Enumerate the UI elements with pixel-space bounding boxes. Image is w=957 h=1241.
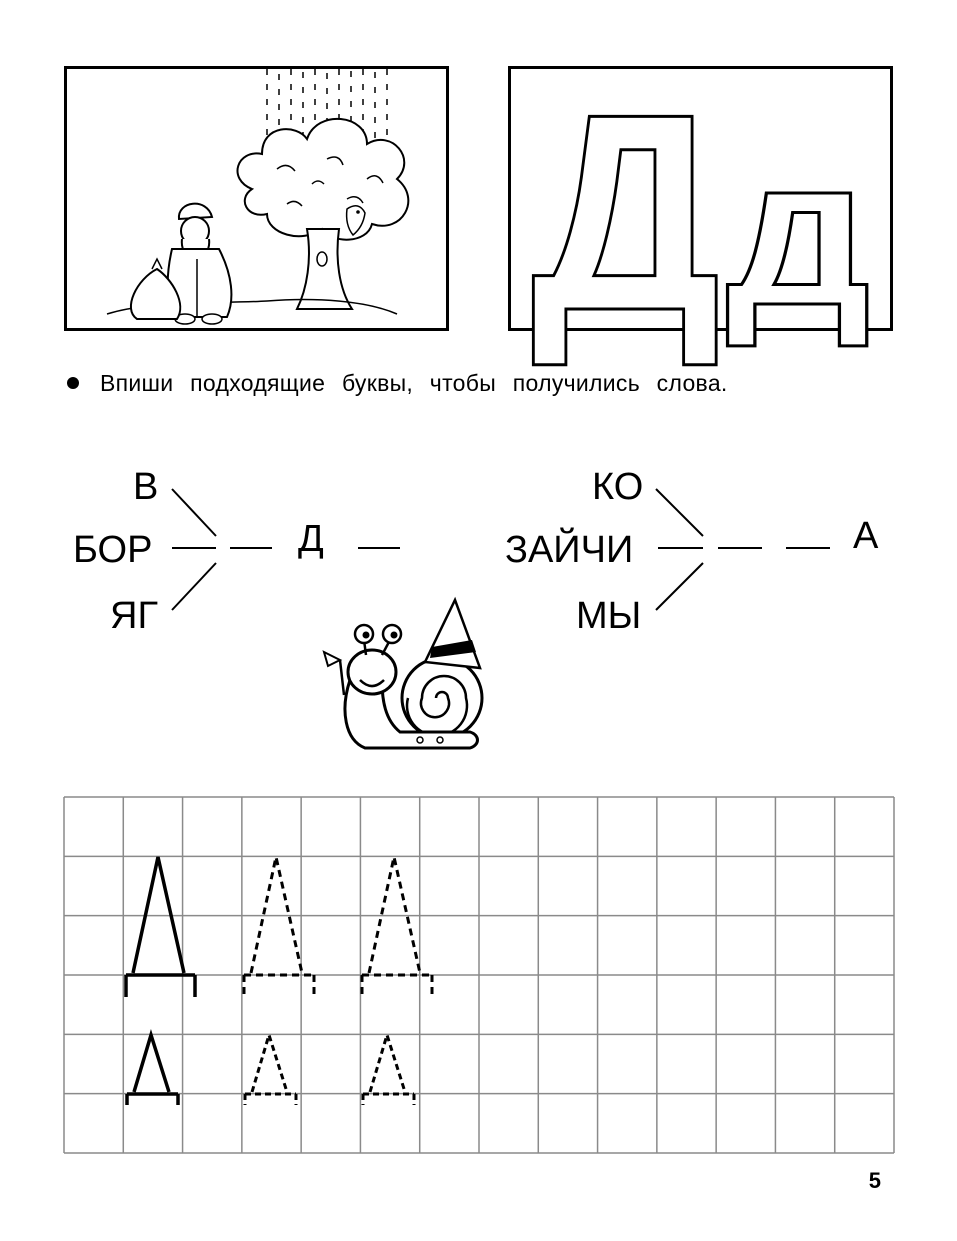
capital-letter-trace-2[interactable] bbox=[362, 857, 432, 997]
writing-practice-grid bbox=[64, 797, 894, 1153]
puzzle-left-word-3: ЯГ bbox=[110, 595, 159, 637]
puzzle-right-word-2: ЗАЙЧИ bbox=[505, 529, 634, 571]
outlined-letters bbox=[511, 57, 890, 369]
outlined-small-letter: д bbox=[726, 114, 871, 349]
bullet-point bbox=[67, 377, 79, 389]
illustration-frame bbox=[64, 66, 449, 331]
capital-letter-example bbox=[126, 857, 195, 997]
grandfather-in-rain-illustration bbox=[67, 69, 446, 328]
puzzle-left-word-2: БОР bbox=[73, 529, 153, 571]
capital-letter-trace-1[interactable] bbox=[244, 857, 314, 997]
snail-with-party-hat-illustration bbox=[320, 600, 490, 760]
letters-frame bbox=[508, 57, 893, 369]
page-number: 5 bbox=[868, 1168, 881, 1193]
instruction-text: Впиши подходящие буквы, чтобы получились слова. bbox=[100, 370, 728, 396]
puzzle-left-word-1: В bbox=[133, 466, 159, 508]
small-letter-trace-2[interactable] bbox=[363, 1035, 414, 1105]
outlined-capital-letter: Д bbox=[531, 57, 721, 369]
puzzle-right-given-letter: А bbox=[853, 515, 879, 557]
small-letter-example bbox=[127, 1035, 178, 1105]
puzzle-left-given-letter: Д bbox=[298, 518, 324, 560]
puzzle-right-word-1: КО bbox=[592, 466, 644, 508]
small-letter-trace-1[interactable] bbox=[245, 1035, 296, 1105]
puzzle-right-word-3: МЫ bbox=[576, 595, 642, 637]
